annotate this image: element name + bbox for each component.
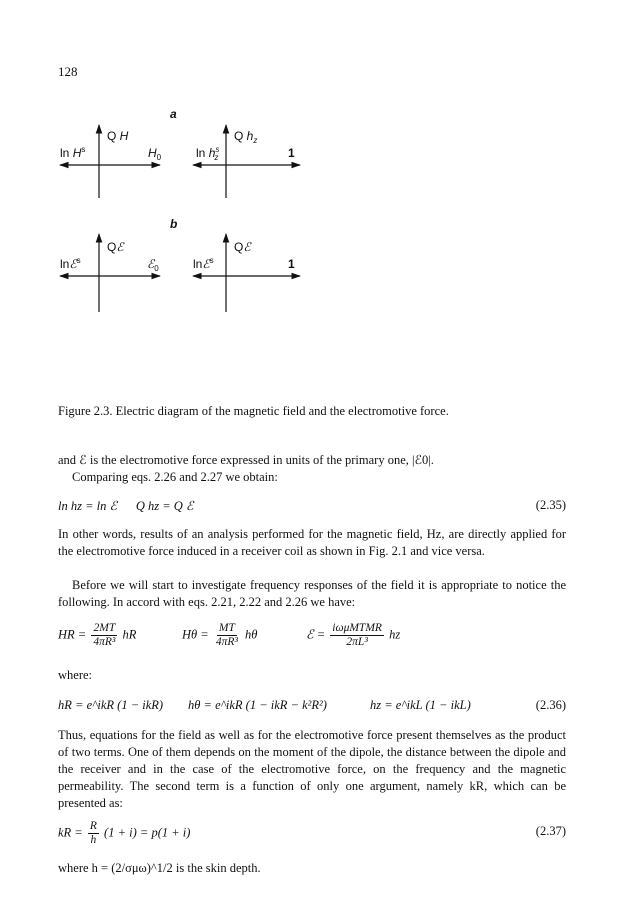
b-left-horizontal-label: lnℰ$^s$ — [60, 256, 81, 271]
b-left-axis-end-label: ℰ$_0$ — [147, 257, 159, 273]
equation-2-35 — [58, 498, 566, 518]
field-equations — [58, 622, 566, 658]
b-right-vertical-label: Qℰ — [234, 240, 251, 254]
equation-2-37-fraction — [88, 820, 99, 847]
equation-2-37-denominator: h — [90, 834, 97, 846]
equation-2-36-hz: hz = e^ikL (1 − ikL) — [370, 698, 471, 712]
hr-tail: hR — [122, 627, 137, 642]
paragraph-3: In other words, results of an analysis performed for the magnetic field, Hz, are directly applied for the electromotive force induced in a receiver coil as shown in Fig. 2.1 and vice versa. — [58, 527, 566, 558]
paragraph-4: Before we will start to investigate frequency responses of the field it is appropriate to notice the following. In accord with eqs. 2.21, 2.22 and 2.26 we have: — [58, 578, 566, 609]
equation-2-36-number: (2.36) — [535, 698, 566, 712]
equation-2-35-number: (2.35) — [535, 498, 566, 512]
equation-2-35-body: ln hz = ln ℰ Q hz = Q ℰ — [58, 499, 194, 513]
paragraph-1: and ℰ is the electromotive force expressed in units of the primary one, |ℰ0|. — [58, 453, 434, 467]
equation-2-36-htheta: hθ = e^ikR (1 − ikR − k²R²) — [188, 698, 327, 712]
a-right-axis-end-label: 1 — [288, 146, 295, 160]
htheta-numerator: MT — [218, 622, 235, 634]
equation-2-36 — [58, 698, 566, 718]
equation-2-37 — [58, 812, 566, 848]
panel-b-label: b — [170, 217, 178, 231]
a-right-vertical-label: Q $h_z$ — [234, 129, 258, 145]
paragraph-5: Thus, equations for the field as well as for the electromotive force present themselves as the product of two terms. One of them depends on the moment of the dipole, the distance between the dipole and the receiver and in the case of the electromotive force, on the frequency and the magnetic permeability. The second term is a function of only one argument, namely kR, which can be presented as: — [58, 728, 566, 810]
htheta-fraction — [214, 622, 240, 649]
emf-lhs: ℰ = — [306, 627, 326, 642]
b-right-horizontal-label: lnℰ$^s$ — [193, 256, 214, 271]
hr-lhs: HR = — [58, 627, 87, 642]
emf-denominator: 2πL³ — [346, 636, 368, 648]
page-number: 128 — [58, 64, 78, 79]
htheta-denominator: 4πR³ — [215, 636, 238, 648]
paragraph-6: where h = (2/σμω)^1/2 is the skin depth. — [58, 861, 261, 875]
diagram-b-left — [60, 234, 160, 312]
panel-a-label: a — [170, 107, 177, 121]
where-label: where: — [58, 668, 93, 682]
figure-caption: Figure 2.3. Electric diagram of the magnetic field and the electromotive force. — [58, 404, 449, 418]
equation-2-37-lhs: kR = — [58, 825, 83, 840]
a-right-horizontal-label: $\ln h^s$ z — [196, 145, 220, 162]
b-left-vertical-label: Qℰ — [107, 240, 124, 254]
figure-2-3 — [0, 0, 622, 400]
emf-fraction — [330, 622, 384, 649]
diagram-a-right — [193, 125, 300, 198]
equation-2-37-numerator: R — [89, 820, 97, 832]
hr-numerator: 2MT — [93, 622, 116, 634]
emf-tail: hz — [389, 627, 401, 642]
equation-2-37-number: (2.37) — [535, 824, 566, 838]
diagram-a-left — [60, 125, 162, 198]
paragraph-2: Comparing eqs. 2.26 and 2.27 we obtain: — [72, 470, 278, 484]
emf-numerator: iωμMTMR — [332, 622, 382, 634]
equation-2-36-hr: hR = e^ikR (1 − ikR) — [58, 698, 164, 712]
diagram-b-right — [193, 234, 300, 312]
hr-denominator: 4πR³ — [93, 636, 116, 648]
htheta-tail: hθ — [244, 627, 258, 642]
a-left-horizontal-label: $\ln H^s$ — [60, 145, 86, 160]
hr-fraction — [91, 622, 117, 649]
figure-svg — [0, 0, 622, 400]
equation-2-37-rhs: (1 + i) = p(1 + i) — [104, 825, 191, 840]
htheta-lhs: Hθ = — [182, 627, 209, 642]
b-right-axis-end-label: 1 — [288, 257, 295, 271]
a-left-axis-end-label: $H_0$ — [148, 146, 162, 162]
a-left-vertical-label: Q H — [107, 129, 129, 143]
